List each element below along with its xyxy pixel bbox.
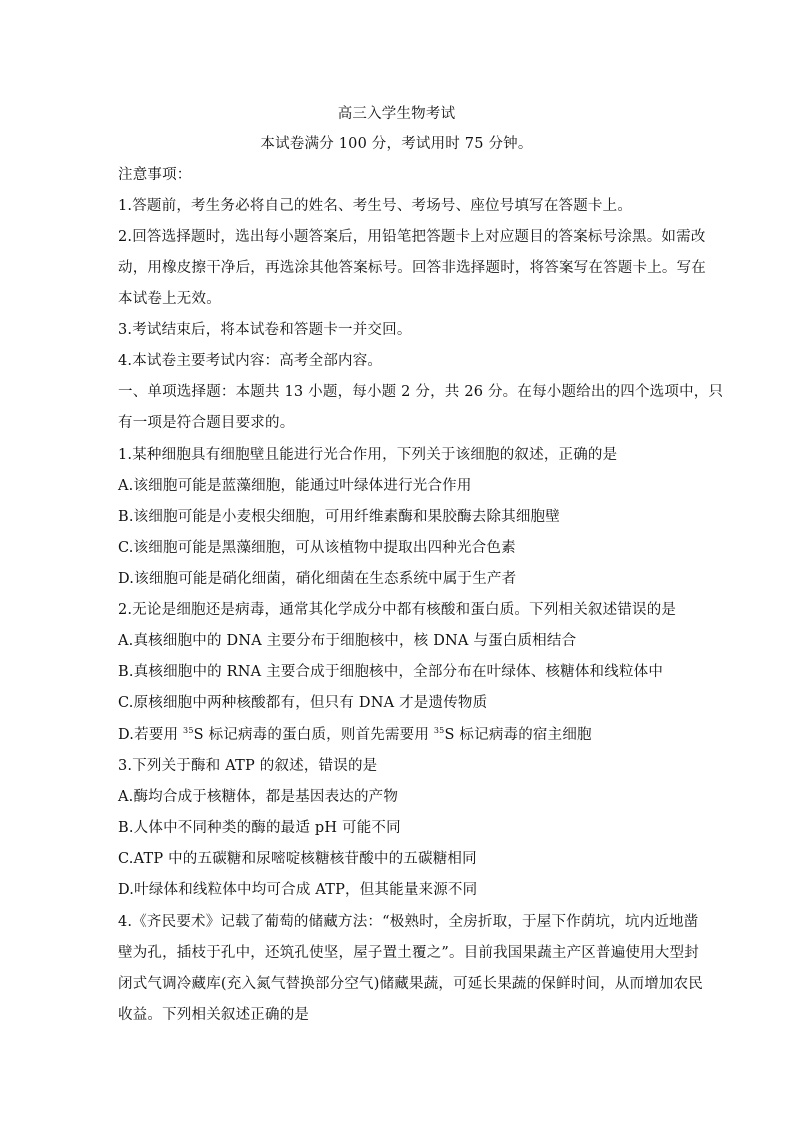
notice-line: 动，用橡皮擦干净后，再选涂其他答案标号。回答非选择题时，将答案写在答题卡上。写在 xyxy=(118,260,706,276)
option-text: S 标记病毒的蛋白质，则首先需要用 xyxy=(193,727,434,743)
question-stem: 1.某种细胞具有细胞壁且能进行光合作用，下列关于该细胞的叙述，正确的是 xyxy=(118,447,618,463)
answer-option: A.酶均合成于核糖体，都是基因表达的产物 xyxy=(118,789,399,805)
notice-line: 4.本试卷主要考试内容：高考全部内容。 xyxy=(118,353,383,369)
section-heading: 一、单项选择题：本题共 13 小题，每小题 2 分，共 26 分。在每小题给出的四个选项中，只 xyxy=(118,384,724,400)
notice-line: 3.考试结束后，将本试卷和答题卡一并交回。 xyxy=(118,322,412,338)
answer-option: A.真核细胞中的 DNA 主要分布于细胞核中，核 DNA 与蛋白质相结合 xyxy=(118,633,577,649)
option-text: D.若要用 xyxy=(118,727,184,743)
question-stem: 闭式气调冷藏库(充入氮气替换部分空气)储藏果蔬，可延长果蔬的保鲜时间，从而增加农民 xyxy=(118,976,704,992)
exam-title: 高三入学生物考试 xyxy=(337,106,456,122)
option-text: S 标记病毒的宿主细胞 xyxy=(444,727,592,743)
answer-option: C.该细胞可能是黑藻细胞，可从该植物中提取出四种光合色素 xyxy=(118,540,516,556)
answer-option: A.该细胞可能是蓝藻细胞，能通过叶绿体进行光合作用 xyxy=(118,478,472,494)
answer-option: D.叶绿体和线粒体中均可合成 ATP，但其能量来源不同 xyxy=(118,882,478,898)
question-stem: 2.无论是细胞还是病毒，通常其化学成分中都有核酸和蛋白质。下列相关叙述错误的是 xyxy=(118,602,677,618)
answer-option: D.该细胞可能是硝化细菌，硝化细菌在生态系统中属于生产者 xyxy=(118,571,517,587)
question-stem: 壁为孔，插枝于孔中，还筑孔使坚，屋子置土覆之”。目前我国果蔬主产区普遍使用大型封 xyxy=(118,945,699,961)
question-stem: 收益。下列相关叙述正确的是 xyxy=(118,1007,310,1023)
answer-option: C.ATP 中的五碳糖和尿嘧啶核糖核苷酸中的五碳糖相同 xyxy=(118,851,477,867)
answer-option: B.人体中不同种类的酶的最适 pH 可能不同 xyxy=(118,820,401,836)
notice-heading: 注意事项： xyxy=(118,167,192,183)
answer-option: B.该细胞可能是小麦根尖细胞，可用纤维素酶和果胶酶去除其细胞壁 xyxy=(118,509,560,525)
answer-option xyxy=(118,725,678,745)
exam-subtitle: 本试卷满分 100 分，考试用时 75 分钟。 xyxy=(260,136,533,152)
notice-line: 本试卷上无效。 xyxy=(118,291,221,307)
answer-option: C.原核细胞中两种核酸都有，但只有 DNA 才是遗传物质 xyxy=(118,695,488,711)
answer-option: B.真核细胞中的 RNA 主要合成于细胞核中，全部分布在叶绿体、核糖体和线粒体中 xyxy=(118,664,664,680)
notice-line: 1.答题前，考生务必将自己的姓名、考生号、考场号、座位号填写在答题卡上。 xyxy=(118,198,633,214)
notice-line: 2.回答选择题时，选出每小题答案后，用铅笔把答题卡上对应题目的答案标号涂黑。如需改 xyxy=(118,229,706,245)
section-heading: 有一项是符合题目要求的。 xyxy=(118,415,295,431)
isotope-superscript: 35 xyxy=(433,726,445,735)
isotope-superscript: 35 xyxy=(183,726,194,735)
question-stem: 4.《齐民要术》记载了葡萄的储藏方法：“极熟时，全房折取，于屋下作荫坑，坑内近地凿 xyxy=(118,914,699,930)
question-stem: 3.下列关于酶和 ATP 的叙述，错误的是 xyxy=(118,758,378,774)
